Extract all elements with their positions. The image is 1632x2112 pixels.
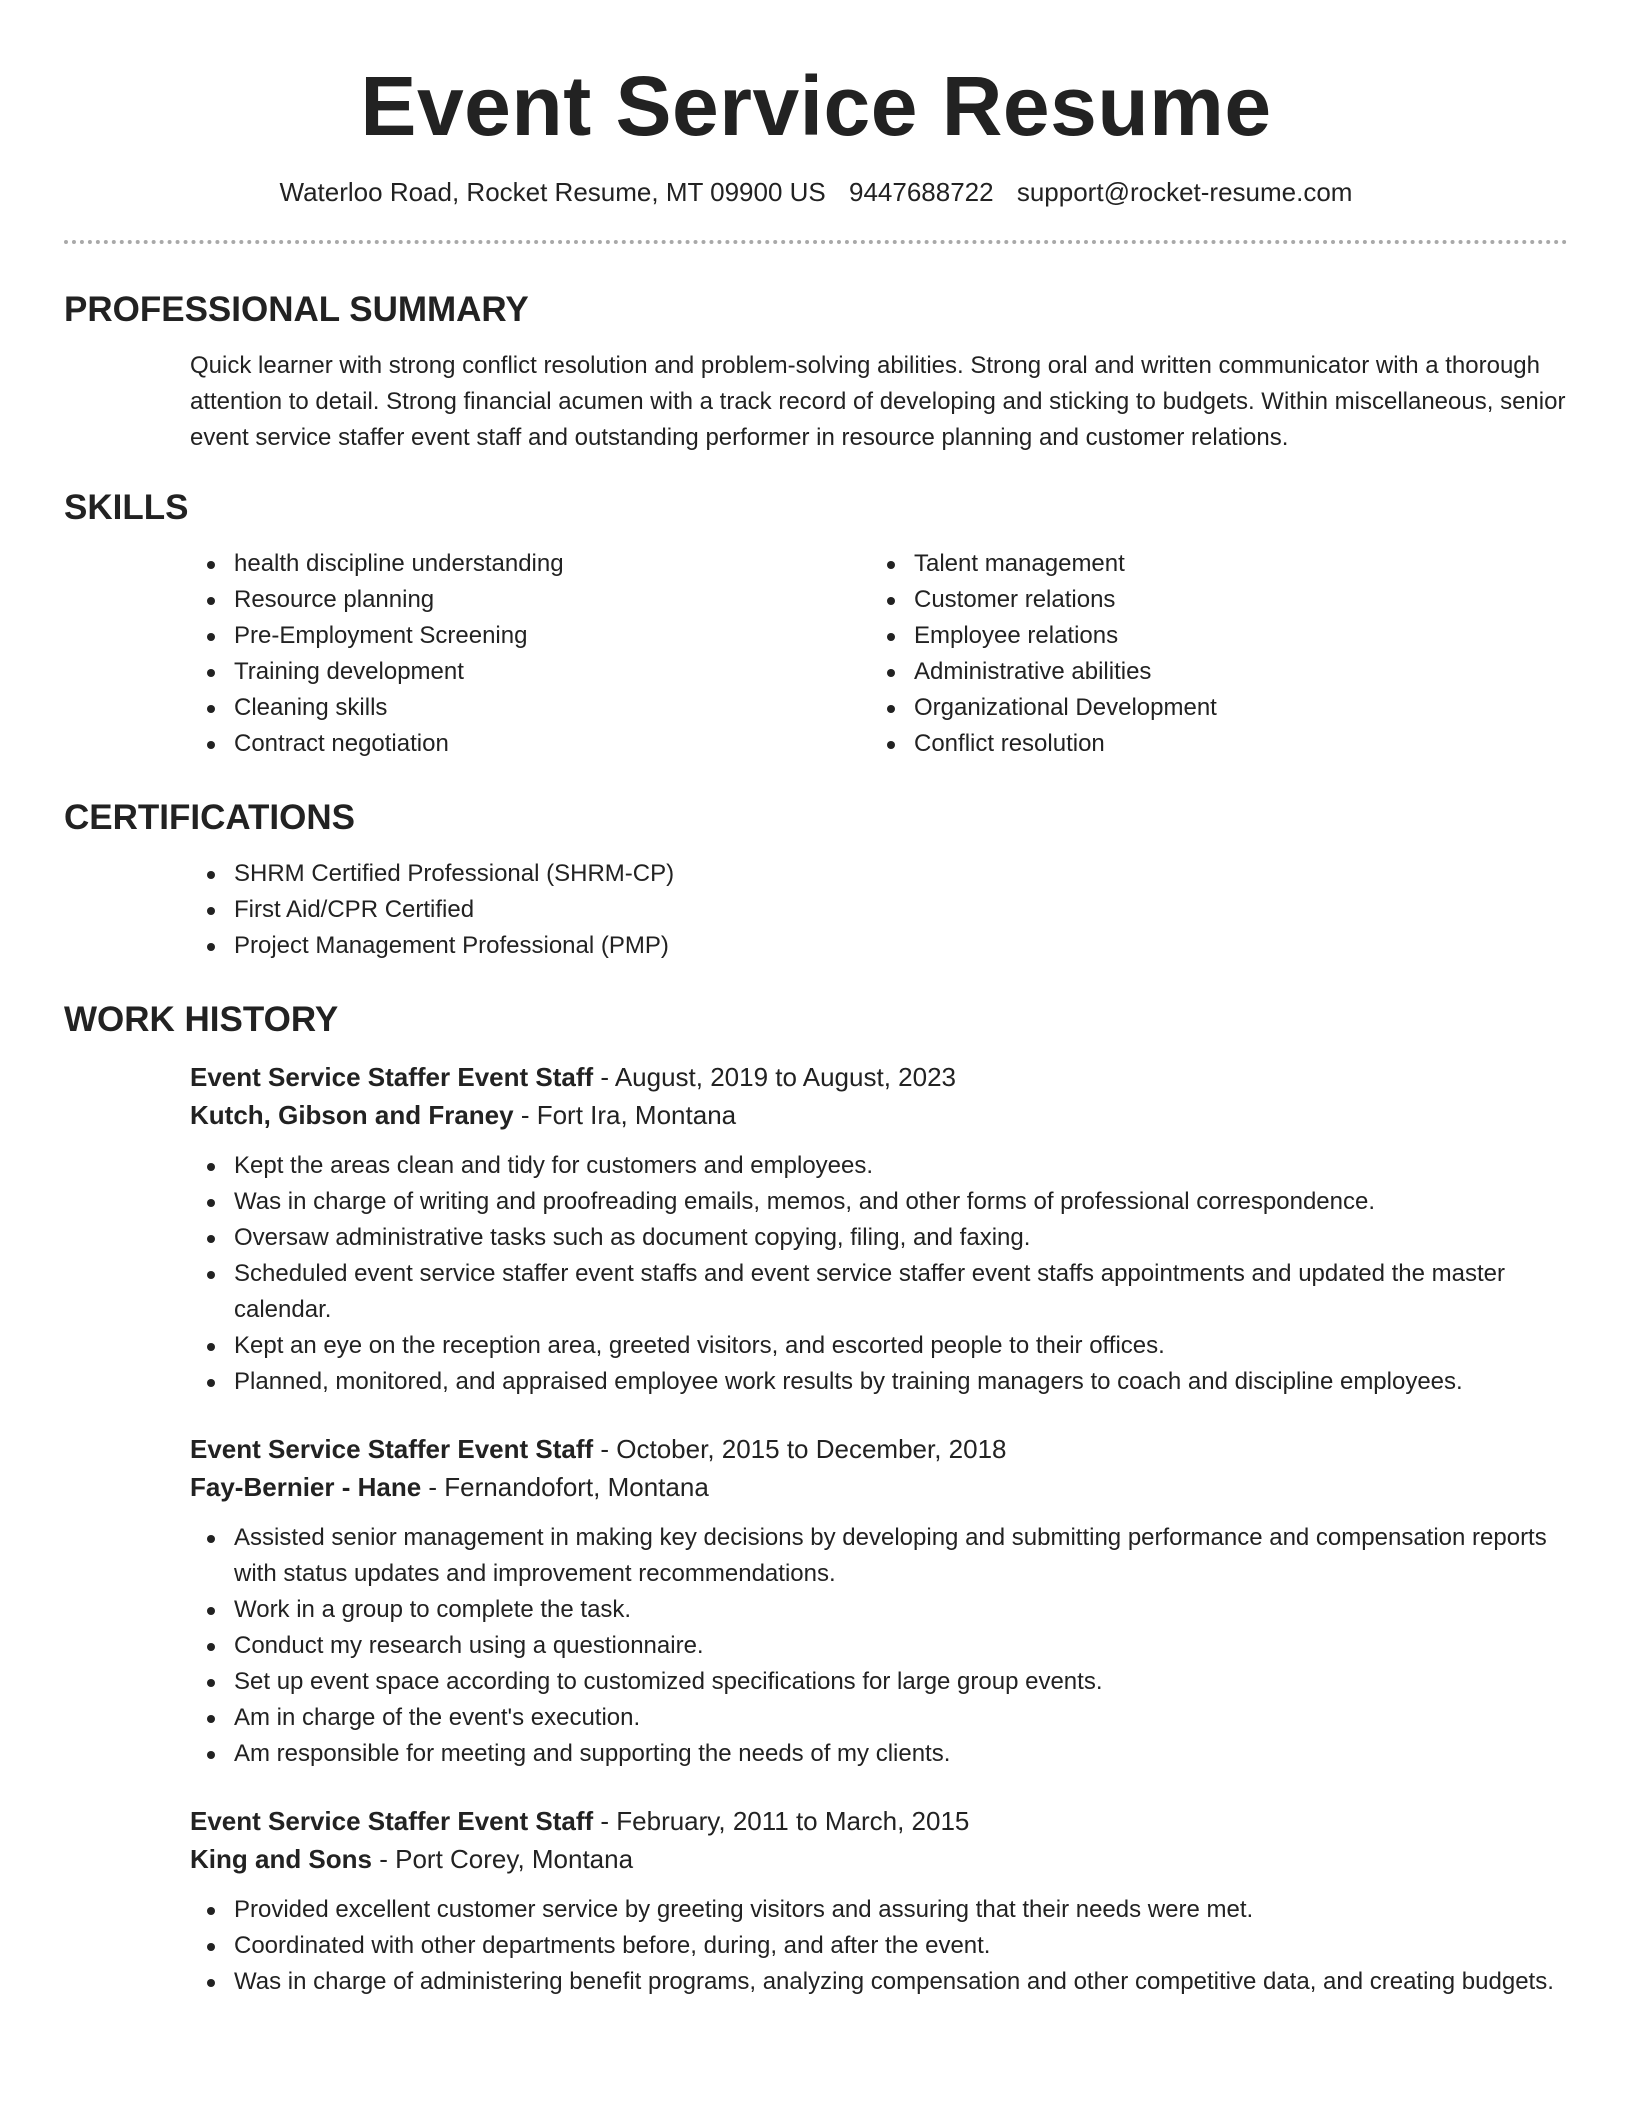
job-entry (190, 1430, 1568, 1772)
summary-text: Quick learner with strong conflict resolution and problem-solving abilities. Strong oral and written communicator with a thorough attention to detail. Strong financial acumen with a track record of developing and sticking to budgets. Within miscellaneous, senior event service staffer event staff and outstanding performer in resource planning and customer relations. (190, 352, 1566, 451)
skill-item: health discipline understanding (190, 546, 870, 582)
job-entry (190, 1802, 1568, 2000)
header-divider (64, 240, 1568, 244)
job-duties-list (190, 1148, 1568, 1400)
job-title-line (190, 1802, 1568, 1840)
job-company: Fay-Bernier - Hane (190, 1472, 422, 1502)
certifications-section (64, 796, 1568, 964)
certification-item: First Aid/CPR Certified (190, 892, 1568, 928)
job-duty-item: Coordinated with other departments before, during, and after the event. (190, 1928, 1568, 1964)
skills-section (64, 486, 1568, 762)
job-title-line (190, 1430, 1568, 1468)
work-history-section (64, 998, 1568, 2000)
job-duty-item: Assisted senior management in making key decisions by developing and submitting performance and compensation reports with status updates and improvement recommendations. (190, 1520, 1568, 1592)
contact-line (64, 174, 1568, 210)
job-title: Event Service Staffer Event Staff (190, 1806, 594, 1836)
contact-phone: 9447688722 (849, 177, 994, 207)
certification-item: Project Management Professional (PMP) (190, 928, 1568, 964)
skill-item: Conflict resolution (870, 726, 1550, 762)
contact-email: support@rocket-resume.com (1016, 177, 1353, 207)
skill-item: Employee relations (870, 618, 1550, 654)
job-duty-item: Scheduled event service staffer event staffs and event service staffer event staffs appointments and updated the master calendar. (190, 1256, 1568, 1328)
job-duty-item: Kept the areas clean and tidy for customers and employees. (190, 1148, 1568, 1184)
skills-grid (190, 546, 1568, 762)
job-location: - Fernandofort, Montana (421, 1472, 709, 1502)
job-dates: - October, 2015 to December, 2018 (593, 1434, 1007, 1464)
work-history-heading: WORK HISTORY (64, 1000, 339, 1039)
job-company: King and Sons (190, 1844, 372, 1874)
skills-heading: SKILLS (64, 488, 189, 527)
job-duties-list (190, 1520, 1568, 1772)
skill-item: Training development (190, 654, 870, 690)
job-duty-item: Work in a group to complete the task. (190, 1592, 1568, 1628)
job-title-line (190, 1058, 1568, 1096)
skill-item: Talent management (870, 546, 1550, 582)
job-company-line (190, 1840, 1568, 1878)
job-duty-item: Was in charge of writing and proofreading emails, memos, and other forms of professional correspondence. (190, 1184, 1568, 1220)
job-duty-item: Oversaw administrative tasks such as document copying, filing, and faxing. (190, 1220, 1568, 1256)
job-duty-item: Provided excellent customer service by greeting visitors and assuring that their needs were met. (190, 1892, 1568, 1928)
job-duty-item: Kept an eye on the reception area, greeted visitors, and escorted people to their offices. (190, 1328, 1568, 1364)
job-duty-item: Am in charge of the event's execution. (190, 1700, 1568, 1736)
certification-item: SHRM Certified Professional (SHRM-CP) (190, 856, 1568, 892)
job-duty-item: Am responsible for meeting and supporting the needs of my clients. (190, 1736, 1568, 1772)
job-entry (190, 1058, 1568, 1400)
contact-address: Waterloo Road, Rocket Resume, MT 09900 US (279, 177, 826, 207)
summary-heading: PROFESSIONAL SUMMARY (64, 290, 529, 329)
job-duty-item: Set up event space according to customized specifications for large group events. (190, 1664, 1568, 1700)
skill-item: Resource planning (190, 582, 870, 618)
job-duty-item: Conduct my research using a questionnaire. (190, 1628, 1568, 1664)
job-title: Event Service Staffer Event Staff (190, 1062, 594, 1092)
job-dates: - August, 2019 to August, 2023 (593, 1062, 956, 1092)
skill-item: Cleaning skills (190, 690, 870, 726)
job-location: - Fort Ira, Montana (513, 1100, 737, 1130)
skill-item: Customer relations (870, 582, 1550, 618)
job-company-line (190, 1468, 1568, 1506)
job-dates: - February, 2011 to March, 2015 (593, 1806, 970, 1836)
skill-item: Contract negotiation (190, 726, 870, 762)
skill-item: Pre-Employment Screening (190, 618, 870, 654)
skill-item: Organizational Development (870, 690, 1550, 726)
skills-list-right (870, 546, 1550, 762)
job-duty-item: Was in charge of administering benefit programs, analyzing compensation and other competitive data, and creating budgets. (190, 1964, 1568, 2000)
skill-item: Administrative abilities (870, 654, 1550, 690)
job-duties-list (190, 1892, 1568, 2000)
job-company: Kutch, Gibson and Franey (190, 1100, 514, 1130)
certifications-list (190, 856, 1568, 964)
job-location: - Port Corey, Montana (372, 1844, 634, 1874)
job-company-line (190, 1096, 1568, 1134)
skills-list-left (190, 546, 870, 762)
job-title: Event Service Staffer Event Staff (190, 1434, 594, 1464)
job-duty-item: Planned, monitored, and appraised employee work results by training managers to coach and discipline employees. (190, 1364, 1568, 1400)
resume-title: Event Service Resume (360, 59, 1272, 153)
summary-section (64, 288, 1568, 456)
certifications-heading: CERTIFICATIONS (64, 798, 356, 837)
